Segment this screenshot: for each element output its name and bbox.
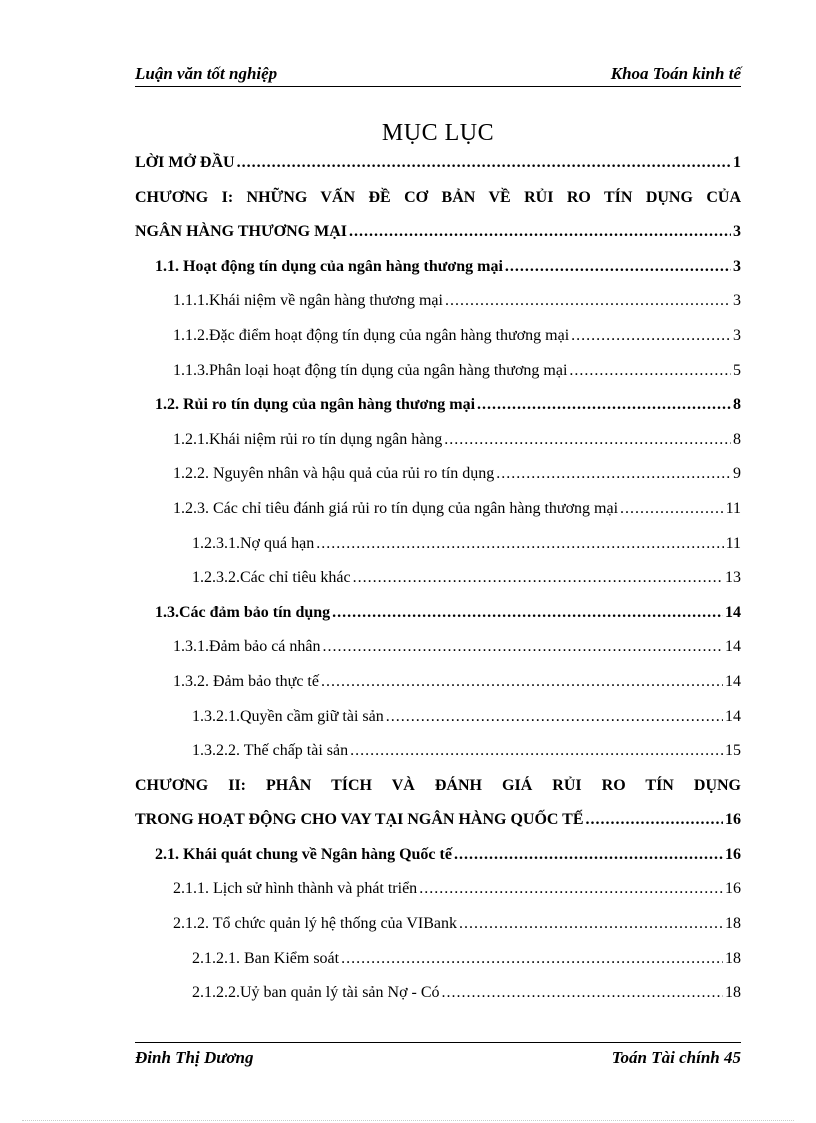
leader-dots [569, 354, 731, 389]
toc-entry-page: 9 [733, 465, 741, 483]
toc-entry-title: 1.1.3.Phân loại hoạt động tín dụng của ngân hàng thương mại [173, 361, 568, 379]
leader-dots [386, 700, 723, 735]
toc-chapter-title-line1: CHƯƠNG II: PHÂN TÍCH VÀ ĐÁNH GIÁ RỦI RO TÍN DỤNG [135, 776, 741, 794]
toc-entry[interactable] [135, 700, 741, 735]
toc-entry[interactable] [135, 457, 741, 492]
toc-entry-page: 18 [725, 915, 741, 933]
toc-entry-page: 3 [733, 223, 741, 241]
toc-entry-page: 14 [725, 672, 741, 690]
leader-dots [419, 872, 723, 907]
toc-entry[interactable] [135, 630, 741, 665]
toc-entry[interactable] [135, 596, 741, 631]
toc-entry-title: 1.2.3.1.Nợ quá hạn [192, 534, 315, 552]
toc-chapter-title-line1: CHƯƠNG I: NHỮNG VẤN ĐỀ CƠ BẢN VỀ RỦI RO TÍN DỤNG CỦA [135, 188, 741, 206]
toc-entry-page: 18 [725, 949, 741, 967]
toc-heading: MỤC LỤC [381, 120, 495, 146]
toc-entry[interactable] [135, 319, 741, 354]
toc-entry[interactable] [135, 942, 741, 977]
toc-entry-title: 1.1.2.Đặc điểm hoạt động tín dụng của ngân hàng thương mại [173, 326, 570, 344]
leader-dots [496, 457, 731, 492]
toc-entry[interactable] [135, 423, 741, 458]
toc-entry[interactable] [135, 492, 741, 527]
toc-entry-page: 3 [733, 292, 741, 310]
leader-dots [353, 561, 723, 596]
toc-entry-page: 1 [733, 154, 741, 171]
header-left-text: Luận văn tốt nghiệp [135, 64, 278, 83]
toc-entry-page: 3 [733, 257, 741, 275]
toc-entry[interactable] [135, 907, 741, 942]
toc-entry-title: 1.1. Hoạt động tín dụng của ngân hàng thương mại [155, 257, 503, 275]
toc-entry-page: 14 [725, 603, 741, 621]
toc-entry[interactable] [135, 527, 741, 562]
toc-entry-title: 1.3.2.2. Thế chấp tài sản [192, 742, 349, 760]
toc-entry[interactable] [135, 354, 741, 389]
leader-dots [505, 250, 731, 285]
leader-dots [454, 838, 723, 873]
toc-entry-title: 1.2.2. Nguyên nhân và hậu quả của rủi ro tín dụng [173, 465, 495, 483]
toc-entry[interactable] [135, 284, 741, 319]
page-edge-divider [22, 1120, 794, 1121]
footer-author: Đinh Thị Dương [135, 1048, 254, 1067]
toc-entry-title: 2.1.1. Lịch sử hình thành và phát triển [173, 880, 418, 898]
leader-dots [445, 284, 731, 319]
toc-entry-page: 5 [733, 361, 741, 379]
leader-dots [323, 630, 723, 665]
toc-entry-title: 1.3.Các đảm bảo tín dụng [155, 603, 331, 621]
toc-entry-title: NGÂN HÀNG THƯƠNG MẠI [135, 223, 347, 241]
toc-entry-title: 1.2.3. Các chỉ tiêu đánh giá rủi ro tín dụng của ngân hàng thương mại [173, 499, 619, 517]
leader-dots [571, 319, 731, 354]
leader-dots [332, 596, 723, 631]
toc-entry-title: 1.3.2. Đảm bảo thực tế [173, 672, 319, 690]
leader-dots [477, 388, 731, 423]
toc-entry-page: 3 [733, 326, 741, 344]
toc-entry-page: 14 [725, 638, 741, 656]
toc-entry-page: 15 [725, 742, 741, 760]
toc-entry[interactable] [135, 561, 741, 596]
toc-entry-page: 14 [725, 707, 741, 725]
toc-entry-page: 8 [733, 430, 741, 448]
toc-entry[interactable] [135, 388, 741, 423]
page-header [135, 58, 741, 87]
toc-entry-title: 1.3.2.1.Quyền cầm giữ tài sản [192, 707, 384, 725]
toc-chapter-entry[interactable] [135, 181, 741, 250]
toc-entry-title: 1.1.1.Khái niệm về ngân hàng thương mại [173, 292, 443, 310]
leader-dots [442, 976, 723, 1011]
leader-dots [349, 215, 731, 250]
header-right-text: Khoa Toán kinh tế [610, 64, 741, 83]
page-footer [135, 1042, 741, 1068]
toc-entry-title: 1.3.1.Đảm bảo cá nhân [173, 638, 321, 656]
leader-dots [316, 527, 723, 562]
toc-chapter-entry[interactable] [135, 769, 741, 838]
toc-entry-title: 1.2. Rủi ro tín dụng của ngân hàng thương mại [155, 396, 476, 414]
toc-entry-title: TRONG HOẠT ĐỘNG CHO VAY TẠI NGÂN HÀNG QUỐC TẾ [135, 811, 584, 829]
toc-entry[interactable] [135, 665, 741, 700]
leader-dots [237, 146, 731, 181]
toc-entry-title: 1.2.1.Khái niệm rủi ro tín dụng ngân hàng [173, 430, 443, 448]
toc-entry[interactable] [135, 250, 741, 285]
toc-entry-page: 16 [725, 811, 741, 829]
leader-dots [444, 423, 731, 458]
toc-entry-title: 2.1. Khái quát chung về Ngân hàng Quốc tế [155, 845, 452, 863]
table-of-contents [135, 146, 741, 1011]
footer-class: Toán Tài chính 45 [611, 1048, 741, 1067]
toc-entry-title: 2.1.2. Tổ chức quản lý hệ thống của VIBank [173, 915, 458, 933]
toc-entry[interactable] [135, 146, 741, 181]
toc-entry-page: 16 [725, 880, 741, 898]
leader-dots [620, 492, 724, 527]
leader-dots [459, 907, 723, 942]
leader-dots [321, 665, 723, 700]
toc-entry-title: LỜI MỞ ĐẦU [135, 154, 235, 171]
toc-entry-page: 16 [725, 845, 741, 863]
toc-entry-page: 18 [725, 984, 741, 1002]
toc-entry-page: 8 [733, 396, 741, 414]
toc-entry-page: 11 [725, 499, 741, 517]
leader-dots [586, 803, 723, 838]
toc-entry-title: 2.1.2.2.Uỷ ban quản lý tài sản Nợ - Có [192, 984, 440, 1002]
toc-entry-title: 2.1.2.1. Ban Kiểm soát [192, 949, 340, 967]
leader-dots [350, 734, 723, 769]
toc-entry-page: 11 [725, 534, 741, 552]
toc-entry-title: 1.2.3.2.Các chỉ tiêu khác [192, 569, 351, 587]
toc-entry[interactable] [135, 976, 741, 1011]
toc-entry[interactable] [135, 734, 741, 769]
toc-entry[interactable] [135, 872, 741, 907]
toc-entry[interactable] [135, 838, 741, 873]
leader-dots [341, 942, 723, 977]
toc-entry-page: 13 [725, 569, 741, 587]
